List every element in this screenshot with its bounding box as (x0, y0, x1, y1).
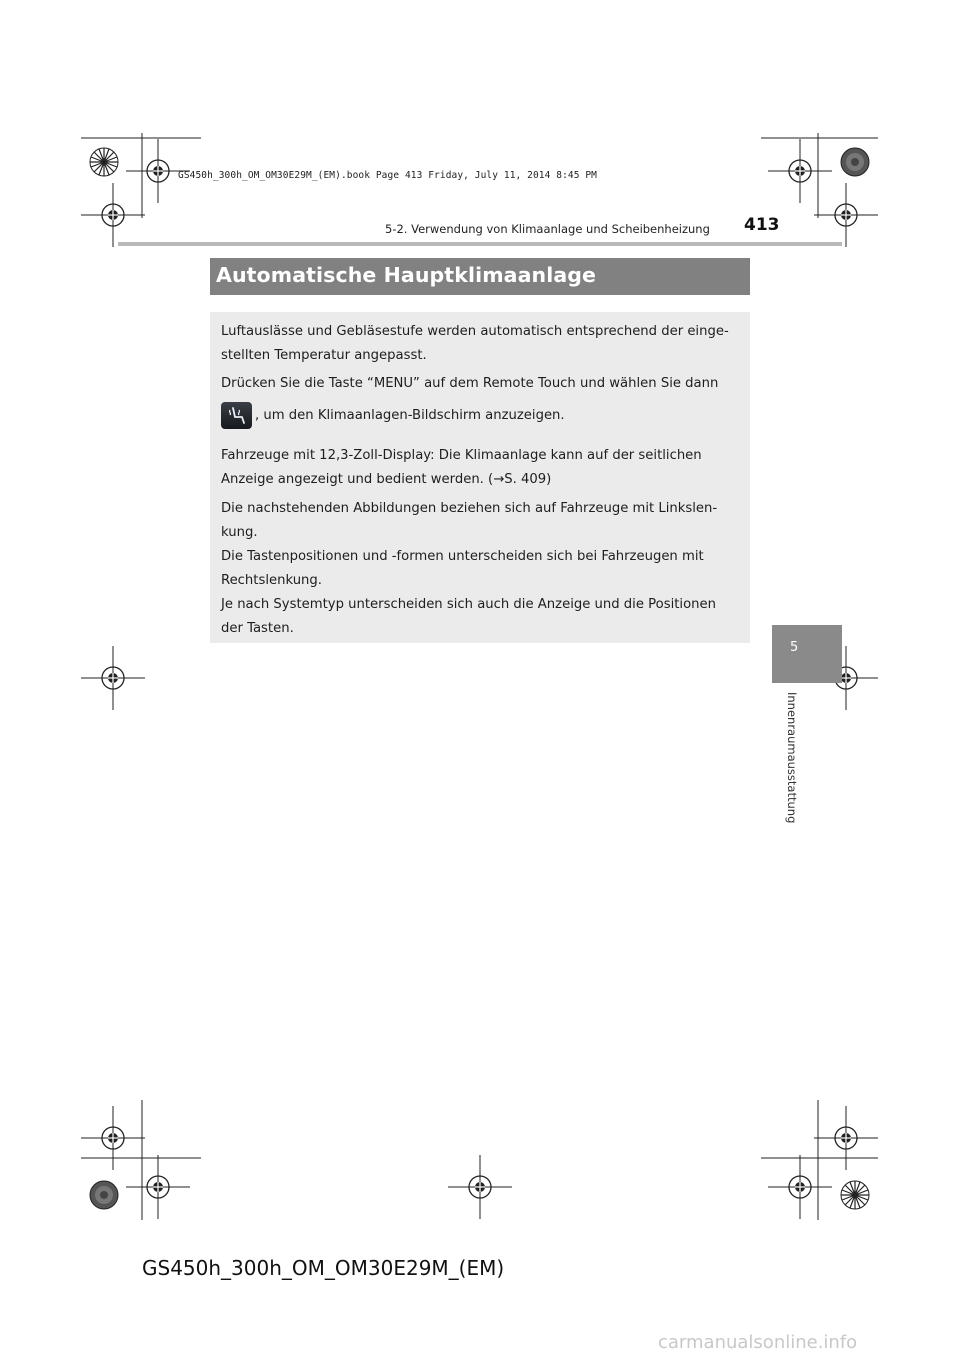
chapter-tab (772, 625, 842, 683)
text-line: , um den Klimaanlagen-Bildschirm anzuzeigen. (255, 407, 565, 423)
text-line: Die nachstehenden Abbildungen beziehen sich auf Fahrzeuge mit Linkslen- (221, 501, 718, 516)
paragraph-display-note (221, 444, 739, 492)
watermark: carmanualsonline.info (658, 1332, 858, 1353)
text-line: Anzeige angezeigt und bedient werden. (→S. 409) (221, 472, 552, 487)
text-line: kung. (221, 525, 258, 540)
text-line: der Tasten. (221, 621, 294, 636)
text-line: Drücken Sie die Taste “MENU” auf dem Remote Touch und wählen Sie dann (221, 376, 719, 391)
climate-seat-icon (221, 402, 252, 429)
header-rule (118, 242, 842, 246)
icon-line (221, 402, 739, 429)
text-line: Je nach Systemtyp unterscheiden sich auch die Anzeige und die Positionen (221, 597, 716, 612)
paragraph-illustration-note (221, 497, 739, 641)
text-line: stellten Temperatur angepasst. (221, 348, 427, 363)
page-heading: Automatische Hauptklimaanlage (216, 263, 597, 287)
chapter-number: 5 (790, 640, 799, 655)
section-title: 5-2. Verwendung von Klimaanlage und Scheibenheizung (385, 222, 710, 236)
info-box (210, 312, 750, 643)
text-line: Fahrzeuge mit 12,3-Zoll-Display: Die Klimaanlage kann auf der seitlichen (221, 448, 702, 463)
book-file-stamp: GS450h_300h_OM_OM30E29M_(EM).book Page 413 Friday, July 11, 2014 8:45 PM (178, 170, 598, 181)
text-line: Die Tastenpositionen und -formen unterscheiden sich bei Fahrzeugen mit (221, 549, 704, 564)
text-line: Rechtslenkung. (221, 573, 322, 588)
paragraph-auto-adjust (221, 320, 739, 368)
chapter-name-label: Innenraumausstattung (785, 692, 799, 824)
footer-document-code: GS450h_300h_OM_OM30E29M_(EM) (142, 1256, 505, 1280)
text-line: Luftauslässe und Gebläsestufe werden automatisch entsprechend der einge- (221, 324, 729, 339)
page-number: 413 (744, 215, 780, 235)
chapter-name (785, 692, 801, 822)
paragraph-menu-instructions (221, 372, 739, 429)
heading-bar (210, 258, 750, 295)
